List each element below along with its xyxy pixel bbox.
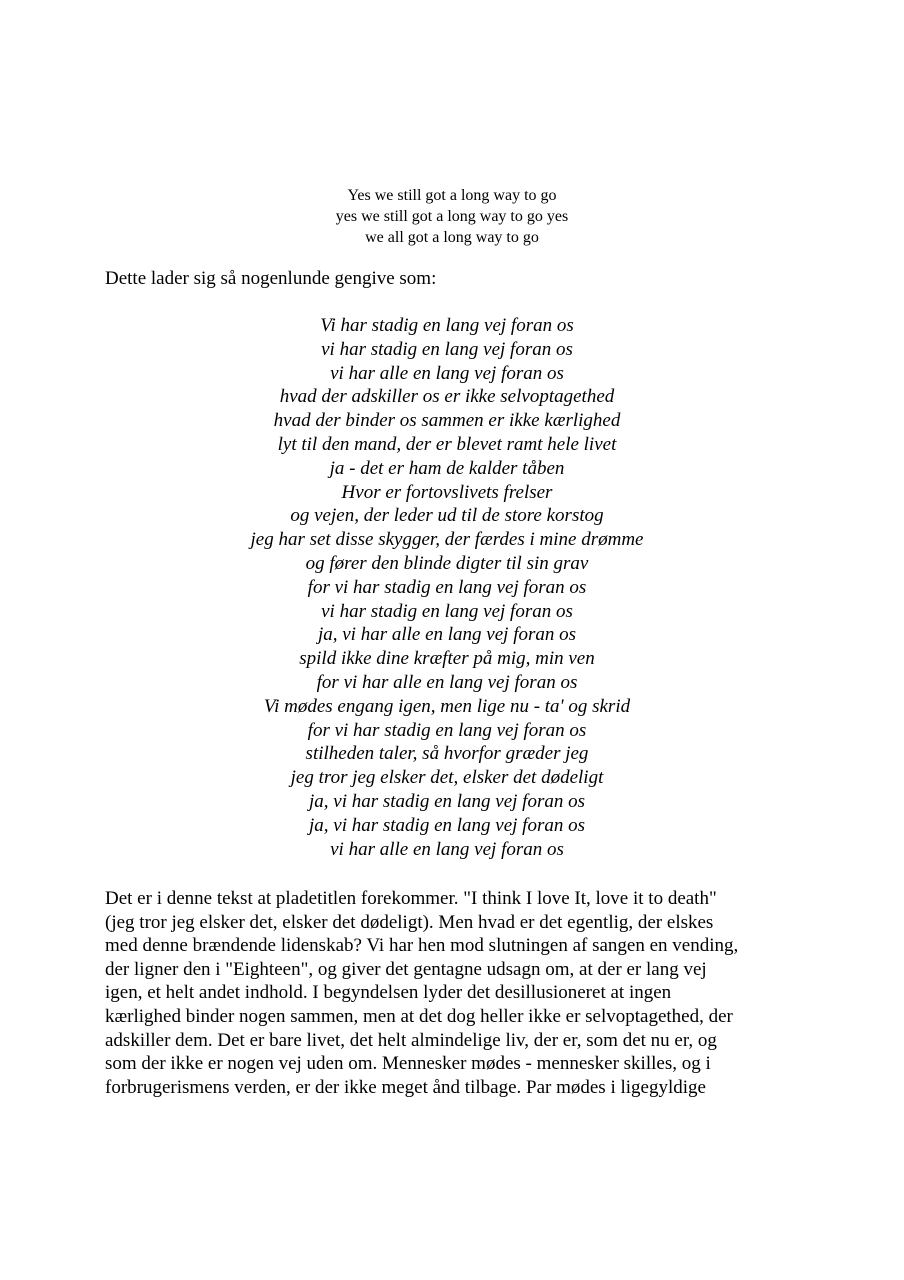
english-lyrics-quote	[0, 185, 904, 248]
danish-lyrics-quote	[0, 314, 894, 861]
danish-lyric-line: og vejen, der leder ud til de store korstog	[290, 505, 604, 527]
danish-lyric-line: jeg har set disse skygger, der færdes i mine drømme	[250, 529, 644, 551]
danish-lyric-line: vi har alle en lang vej foran os	[330, 838, 564, 860]
body-line: kærlighed binder nogen sammen, men at det dog heller ikke er selvoptagethed, der	[105, 1005, 733, 1027]
danish-lyric-line: ja, vi har stadig en lang vej foran os	[308, 814, 585, 836]
danish-lyric-line: lyt til den mand, der er blevet ramt hele livet	[277, 433, 617, 455]
danish-lyric-line: for vi har stadig en lang vej foran os	[307, 576, 587, 598]
danish-lyric-line: vi har stadig en lang vej foran os	[321, 338, 573, 360]
danish-lyric-line: Hvor er fortovslivets frelser	[341, 481, 553, 503]
body-line: igen, et helt andet indhold. I begyndelsen lyder det desillusioneret at ingen	[105, 982, 672, 1004]
english-lyric-line: Yes we still got a long way to go	[347, 187, 557, 204]
body-line: (jeg tror jeg elsker det, elsker det dødeligt). Men hvad er det egentlig, der elskes	[105, 911, 714, 933]
body-paragraph	[105, 887, 805, 1099]
body-line: med denne brændende lidenskab? Vi har hen mod slutningen af sangen en vending,	[105, 935, 739, 957]
body-line: Det er i denne tekst at pladetitlen forekommer. "I think I love It, love it to death"	[105, 888, 717, 909]
body-line: der ligner den i "Eighteen", og giver det gentagne udsagn om, at der er lang vej	[105, 958, 707, 980]
danish-lyric-line: hvad der adskiller os er ikke selvoptagethed	[279, 386, 615, 408]
danish-lyric-line: hvad der binder os sammen er ikke kærlighed	[273, 410, 621, 432]
english-lyric-line: we all got a long way to go	[365, 229, 539, 246]
danish-lyric-line: vi har stadig en lang vej foran os	[321, 600, 573, 622]
danish-lyric-line: spild ikke dine kræfter på mig, min ven	[299, 648, 595, 670]
danish-lyric-line: vi har alle en lang vej foran os	[330, 362, 564, 384]
body-line: som der ikke er nogen vej uden om. Mennesker mødes - mennesker skilles, og i	[105, 1053, 711, 1075]
danish-lyric-line: ja, vi har stadig en lang vej foran os	[308, 790, 585, 812]
danish-lyric-line: stilheden taler, så hvorfor græder jeg	[305, 743, 589, 765]
body-line: adskiller dem. Det er bare livet, det helt almindelige liv, der er, som det nu er, og	[105, 1029, 717, 1051]
danish-lyric-line: Vi mødes engang igen, men lige nu - ta' og skrid	[263, 695, 631, 717]
danish-lyric-line: ja, vi har alle en lang vej foran os	[317, 624, 577, 646]
danish-lyric-line: jeg tror jeg elsker det, elsker det dødeligt	[290, 767, 604, 789]
danish-lyric-line: Vi har stadig en lang vej foran os	[320, 315, 574, 336]
danish-lyric-line: for vi har stadig en lang vej foran os	[307, 719, 587, 741]
english-lyric-line: yes we still got a long way to go yes	[335, 208, 569, 225]
danish-lyric-line: for vi har alle en lang vej foran os	[316, 671, 578, 693]
danish-lyric-line: ja - det er ham de kalder tåben	[329, 457, 565, 479]
body-line: forbrugerismens verden, er der ikke meget ånd tilbage. Par mødes i ligegyldige	[105, 1076, 706, 1098]
intro-sentence: Dette lader sig så nogenlunde gengive som:	[105, 268, 437, 289]
danish-lyric-line: og fører den blinde digter til sin grav	[305, 552, 589, 574]
